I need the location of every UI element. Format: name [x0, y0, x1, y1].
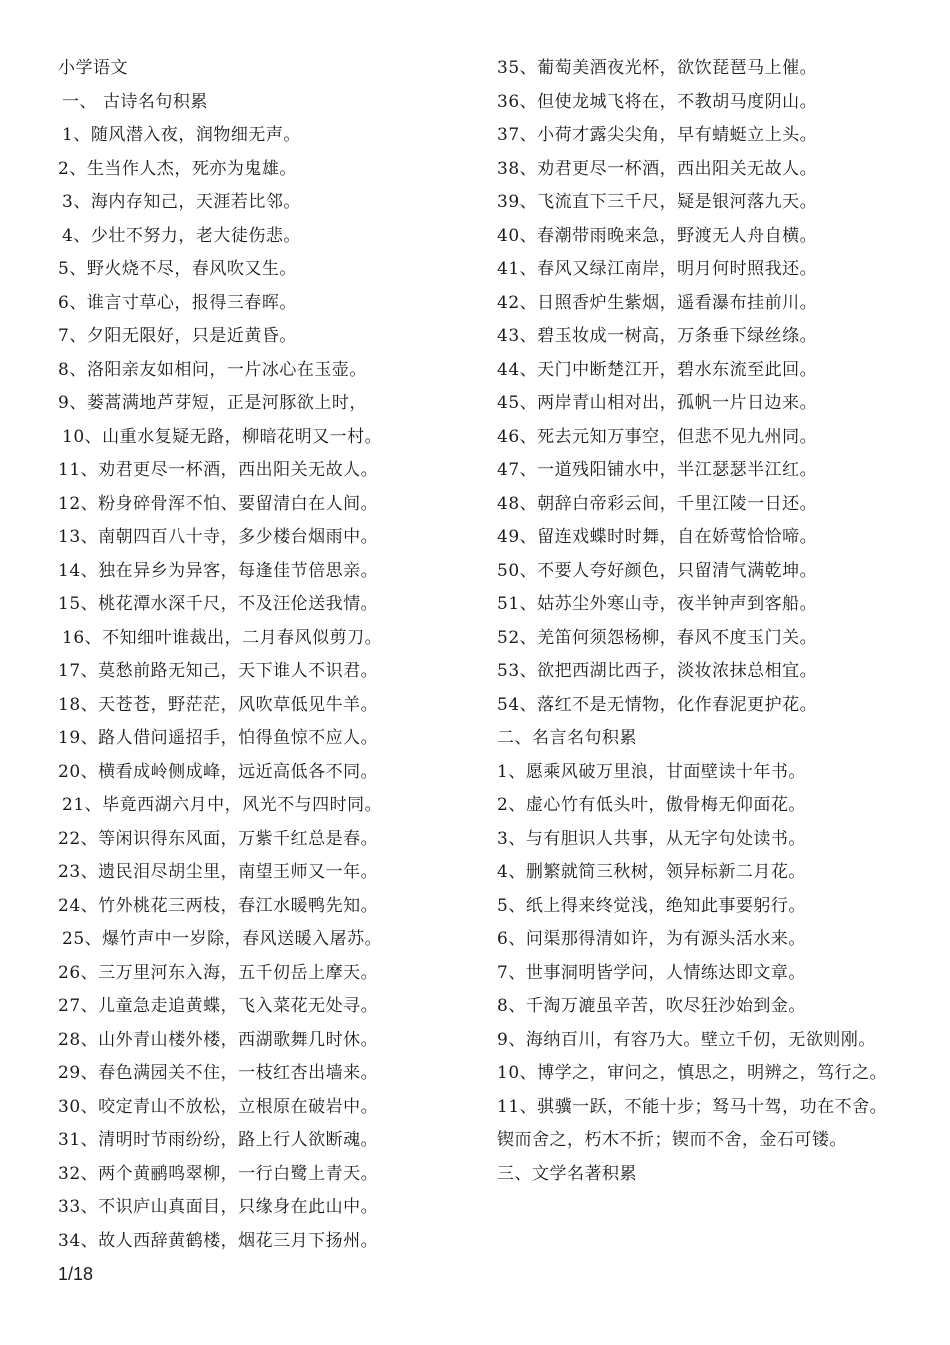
right-text-line: 41、春风又绿江南岸，明月何时照我还。 [497, 259, 818, 279]
right-text-line: 6、问渠那得清如许，为有源头活水来。 [497, 929, 806, 949]
left-text-line: 31、清明时节雨纷纷，路上行人欲断魂。 [58, 1130, 379, 1150]
left-text-line: 2、生当作人杰，死亦为鬼雄。 [58, 158, 297, 179]
right-text-line: 52、羌笛何须怨杨柳，春风不度玉门关。 [497, 627, 818, 648]
left-text-line: 13、南朝四百八十寺，多少楼台烟雨中。 [58, 527, 379, 547]
left-text-line: 17、莫愁前路无知己，天下谁人不识君。 [58, 661, 379, 681]
left-text-line: 22、等闲识得东风面，万紫千红总是春。 [58, 828, 379, 849]
left-text-line: 6、谁言寸草心，报得三春晖。 [58, 292, 297, 313]
right-column [497, 52, 897, 1191]
left-text-line: 15、桃花潭水深千尺，不及汪伦送我情。 [58, 594, 379, 614]
right-text-line: 二、名言名句积累 [497, 728, 637, 748]
left-text-line: 24、竹外桃花三两枝，春江水暖鸭先知。 [58, 895, 379, 916]
right-text-line: 46、死去元知万事空，但悲不见九州同。 [497, 426, 818, 447]
right-text-line: 48、朝辞白帝彩云间，千里江陵一日还。 [497, 493, 818, 514]
right-text-line: 9、海纳百川，有容乃大。壁立千仞，无欲则刚。10、博学之，审问之，慎思之，明辨之，笃行之。 [497, 1029, 888, 1083]
left-text-line: 7、夕阳无限好，只是近黄昏。 [58, 326, 297, 346]
right-text-line: 51、姑苏尘外寒山寺，夜半钟声到客船。 [497, 594, 818, 614]
left-text-line: 10、山重水复疑无路，柳暗花明又一村。 [62, 426, 383, 447]
right-text-line: 53、欲把西湖比西子，淡妆浓抹总相宜。 [497, 661, 818, 681]
right-text-line: 38、劝君更尽一杯酒，西出阳关无故人。 [497, 158, 818, 179]
right-text-line: 4、删繁就简三秋树，领异标新二月花。 [497, 862, 806, 882]
right-text-line: 45、两岸青山相对出，孤帆一片日边来。 [497, 393, 818, 413]
left-text-line: 4、少壮不努力，老大徒伤悲。 [62, 225, 301, 246]
right-text-line: 3、与有胆识人共事，从无字句处读书。 [497, 828, 806, 849]
left-text-line: 14、独在异乡为异客，每逢佳节倍思亲。 [58, 560, 379, 581]
left-text-line: 一、 古诗名句积累 [62, 91, 208, 112]
right-text-line: 39、飞流直下三千尺，疑是银河落九天。 [497, 192, 818, 212]
page-number: 1/18 [58, 1264, 94, 1284]
left-text-line: 25、爆竹声中一岁除，春风送暖入屠苏。 [62, 929, 383, 949]
left-text-line: 5、野火烧不尽，春风吹又生。 [58, 259, 297, 279]
right-text-line: 三、文学名著积累 [497, 1163, 637, 1184]
left-text-line: 21、毕竟西湖六月中，风光不与四时同。 [62, 795, 383, 815]
right-text-line: 8、千淘万漉虽辛苦，吹尽狂沙始到金。 [497, 996, 806, 1016]
left-text-line: 32、两个黄鹂鸣翠柳，一行白鹭上青天。 [58, 1163, 379, 1184]
left-text-line: 9、蒌蒿满地芦芽短，正是河豚欲上时， [58, 393, 367, 413]
right-text-line: 44、天门中断楚江开，碧水东流至此回。 [497, 359, 818, 380]
left-text-line: 12、粉身碎骨浑不怕、要留清白在人间。 [58, 493, 379, 514]
right-text-line: 49、留连戏蝶时时舞，自在娇莺恰恰啼。 [497, 527, 818, 547]
right-text-line: 47、一道残阳铺水中，半江瑟瑟半江红。 [497, 460, 818, 480]
right-text-line: 37、小荷才露尖尖角，早有蜻蜓立上头。 [497, 125, 818, 145]
right-text-line: 5、纸上得来终觉浅，绝知此事要躬行。 [497, 895, 806, 916]
left-text-line: 16、不知细叶谁裁出，二月春风似剪刀。 [62, 627, 383, 648]
left-text-line: 30、咬定青山不放松，立根原在破岩中。 [58, 1096, 379, 1117]
left-text-line: 19、路人借问遥招手，怕得鱼惊不应人。 [58, 728, 379, 748]
right-text-line: 42、日照香炉生紫烟，遥看瀑布挂前川。 [497, 292, 818, 313]
right-text-line: 40、春潮带雨晚来急，野渡无人舟自横。 [497, 225, 818, 246]
left-text-line: 29、春色满园关不住，一枝红杏出墙来。 [58, 1063, 379, 1083]
right-text-line: 2、虚心竹有低头叶，傲骨梅无仰面花。 [497, 795, 806, 815]
left-column [58, 52, 470, 1258]
left-text-line: 20、横看成岭侧成峰，远近高低各不同。 [58, 761, 379, 782]
left-text-line: 8、洛阳亲友如相问，一片冰心在玉壶。 [58, 359, 367, 380]
right-text-line: 1、愿乘风破万里浪，甘面壁读十年书。 [497, 761, 806, 782]
left-text-line: 34、故人西辞黄鹤楼，烟花三月下扬州。 [58, 1230, 379, 1251]
right-text-line: 35、葡萄美酒夜光杯，欲饮琵琶马上催。 [497, 58, 818, 78]
left-text-line: 28、山外青山楼外楼，西湖歌舞几时休。 [58, 1029, 379, 1050]
left-text-line: 18、天苍苍，野茫茫，风吹草低见牛羊。 [58, 694, 379, 715]
left-text-line: 23、遗民泪尽胡尘里，南望王师又一年。 [58, 862, 379, 882]
right-text-line: 54、落红不是无情物，化作春泥更护花。 [497, 694, 818, 715]
right-text-line: 11、骐骥一跃，不能十步；驽马十驾，功在不舍。锲而舍之，朽木不折；锲而不舍，金石可镂。 [497, 1096, 888, 1150]
right-text-line: 36、但使龙城飞将在，不教胡马度阴山。 [497, 91, 818, 112]
left-text-line: 小学语文 [58, 58, 128, 78]
left-text-line: 1、随风潜入夜，润物细无声。 [62, 125, 301, 145]
right-text-line: 7、世事洞明皆学问，人情练达即文章。 [497, 962, 806, 983]
right-text-line: 43、碧玉妆成一树高，万条垂下绿丝绦。 [497, 326, 818, 346]
left-text-line: 3、海内存知己，天涯若比邻。 [62, 192, 301, 212]
left-text-line: 27、儿童急走追黄蝶，飞入菜花无处寻。 [58, 996, 379, 1016]
right-text-line: 50、不要人夸好颜色，只留清气满乾坤。 [497, 560, 818, 581]
left-text-line: 11、劝君更尽一杯酒，西出阳关无故人。 [58, 460, 379, 480]
left-text-line: 33、不识庐山真面目，只缘身在此山中。 [58, 1197, 379, 1217]
left-text-line: 26、三万里河东入海，五千仞岳上摩天。 [58, 962, 379, 983]
